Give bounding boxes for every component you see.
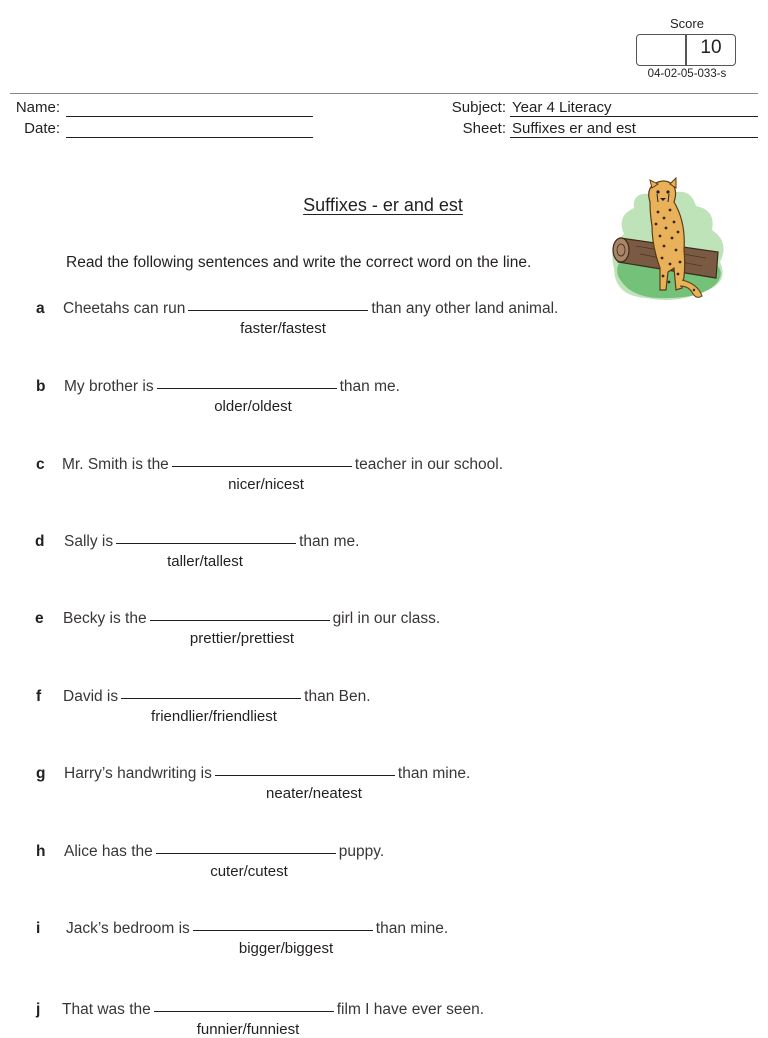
score-total: 10 [700, 37, 722, 58]
word-choices: neater/neatest [266, 785, 362, 802]
question-letter: b [36, 378, 46, 395]
sentence-end: than mine. [397, 765, 471, 782]
sentence-end: teacher in our school. [354, 456, 504, 473]
name-label: Name: [15, 99, 60, 116]
cheetah-illustration [606, 172, 732, 306]
sentence-start: David is [63, 688, 119, 705]
question-letter: d [35, 533, 45, 550]
answer-blank[interactable] [156, 853, 336, 854]
word-choices: prettier/prettiest [189, 630, 295, 647]
sentence-end: puppy. [338, 843, 385, 860]
instruction-text: Read the following sentences and write the correct word on the line. [66, 254, 532, 271]
word-choices: older/oldest [214, 398, 292, 415]
answer-blank[interactable] [121, 698, 301, 699]
word-choices: faster/fastest [240, 320, 326, 337]
question-letter: e [35, 610, 44, 627]
question-letter: c [36, 456, 45, 473]
sheet-code: 04-02-05-033-s [647, 68, 727, 80]
question-letter: f [36, 688, 42, 705]
word-choices: funnier/funniest [196, 1021, 300, 1038]
answer-blank[interactable] [193, 930, 373, 931]
sentence-end: than me. [299, 533, 360, 550]
word-choices: cuter/cutest [210, 863, 288, 880]
question-sentence [62, 456, 503, 474]
sentence-start: Cheetahs can run [63, 300, 186, 317]
sentence-start: That was the [62, 1001, 151, 1018]
question-letter: h [36, 843, 46, 860]
subject-value: Year 4 Literacy [512, 99, 612, 116]
sheet-label: Sheet: [462, 120, 506, 137]
answer-blank[interactable] [116, 543, 296, 544]
question-sentence [62, 1001, 484, 1019]
name-field[interactable] [66, 116, 313, 117]
sentence-start: My brother is [64, 378, 154, 395]
sheet-value: Suffixes er and est [512, 120, 636, 137]
word-choices: friendlier/friendliest [151, 708, 277, 725]
sentence-end: than me. [339, 378, 400, 395]
sheet-line [510, 137, 758, 138]
sentence-end: than any other land animal. [371, 300, 559, 317]
answer-blank[interactable] [157, 388, 337, 389]
sentence-start: Jack’s bedroom is [66, 920, 190, 937]
word-choices: bigger/biggest [238, 940, 334, 957]
sentence-end: girl in our class. [332, 610, 441, 627]
sentence-start: Mr. Smith is the [62, 456, 169, 473]
score-label: Score [670, 16, 704, 31]
question-sentence [66, 920, 448, 938]
date-label: Date: [24, 120, 60, 137]
question-sentence [63, 610, 440, 628]
sentence-start: Alice has the [64, 843, 153, 860]
question-sentence [64, 765, 470, 783]
subject-label: Subject: [451, 99, 506, 116]
header-divider [10, 93, 758, 94]
date-field[interactable] [66, 137, 313, 138]
word-choices: taller/tallest [167, 553, 243, 570]
question-sentence [64, 378, 400, 396]
word-choices: nicer/nicest [228, 476, 304, 493]
sentence-end: than mine. [375, 920, 449, 937]
question-letter: i [36, 920, 41, 937]
question-sentence [64, 843, 384, 861]
answer-blank[interactable] [172, 466, 352, 467]
answer-blank[interactable] [154, 1011, 334, 1012]
sentence-start: Harry’s handwriting is [64, 765, 212, 782]
question-letter: a [36, 300, 45, 317]
question-sentence [63, 300, 558, 318]
answer-blank[interactable] [150, 620, 330, 621]
subject-line [510, 116, 758, 117]
sentence-start: Sally is [64, 533, 114, 550]
worksheet-title: Suffixes - er and est [303, 195, 463, 215]
question-letter: g [36, 765, 46, 782]
sentence-end: film I have ever seen. [336, 1001, 485, 1018]
sentence-start: Becky is the [63, 610, 147, 627]
question-sentence [63, 688, 371, 706]
answer-blank[interactable] [215, 775, 395, 776]
question-letter: j [36, 1001, 41, 1018]
sentence-end: than Ben. [304, 688, 371, 705]
answer-blank[interactable] [188, 310, 368, 311]
question-sentence [64, 533, 359, 551]
